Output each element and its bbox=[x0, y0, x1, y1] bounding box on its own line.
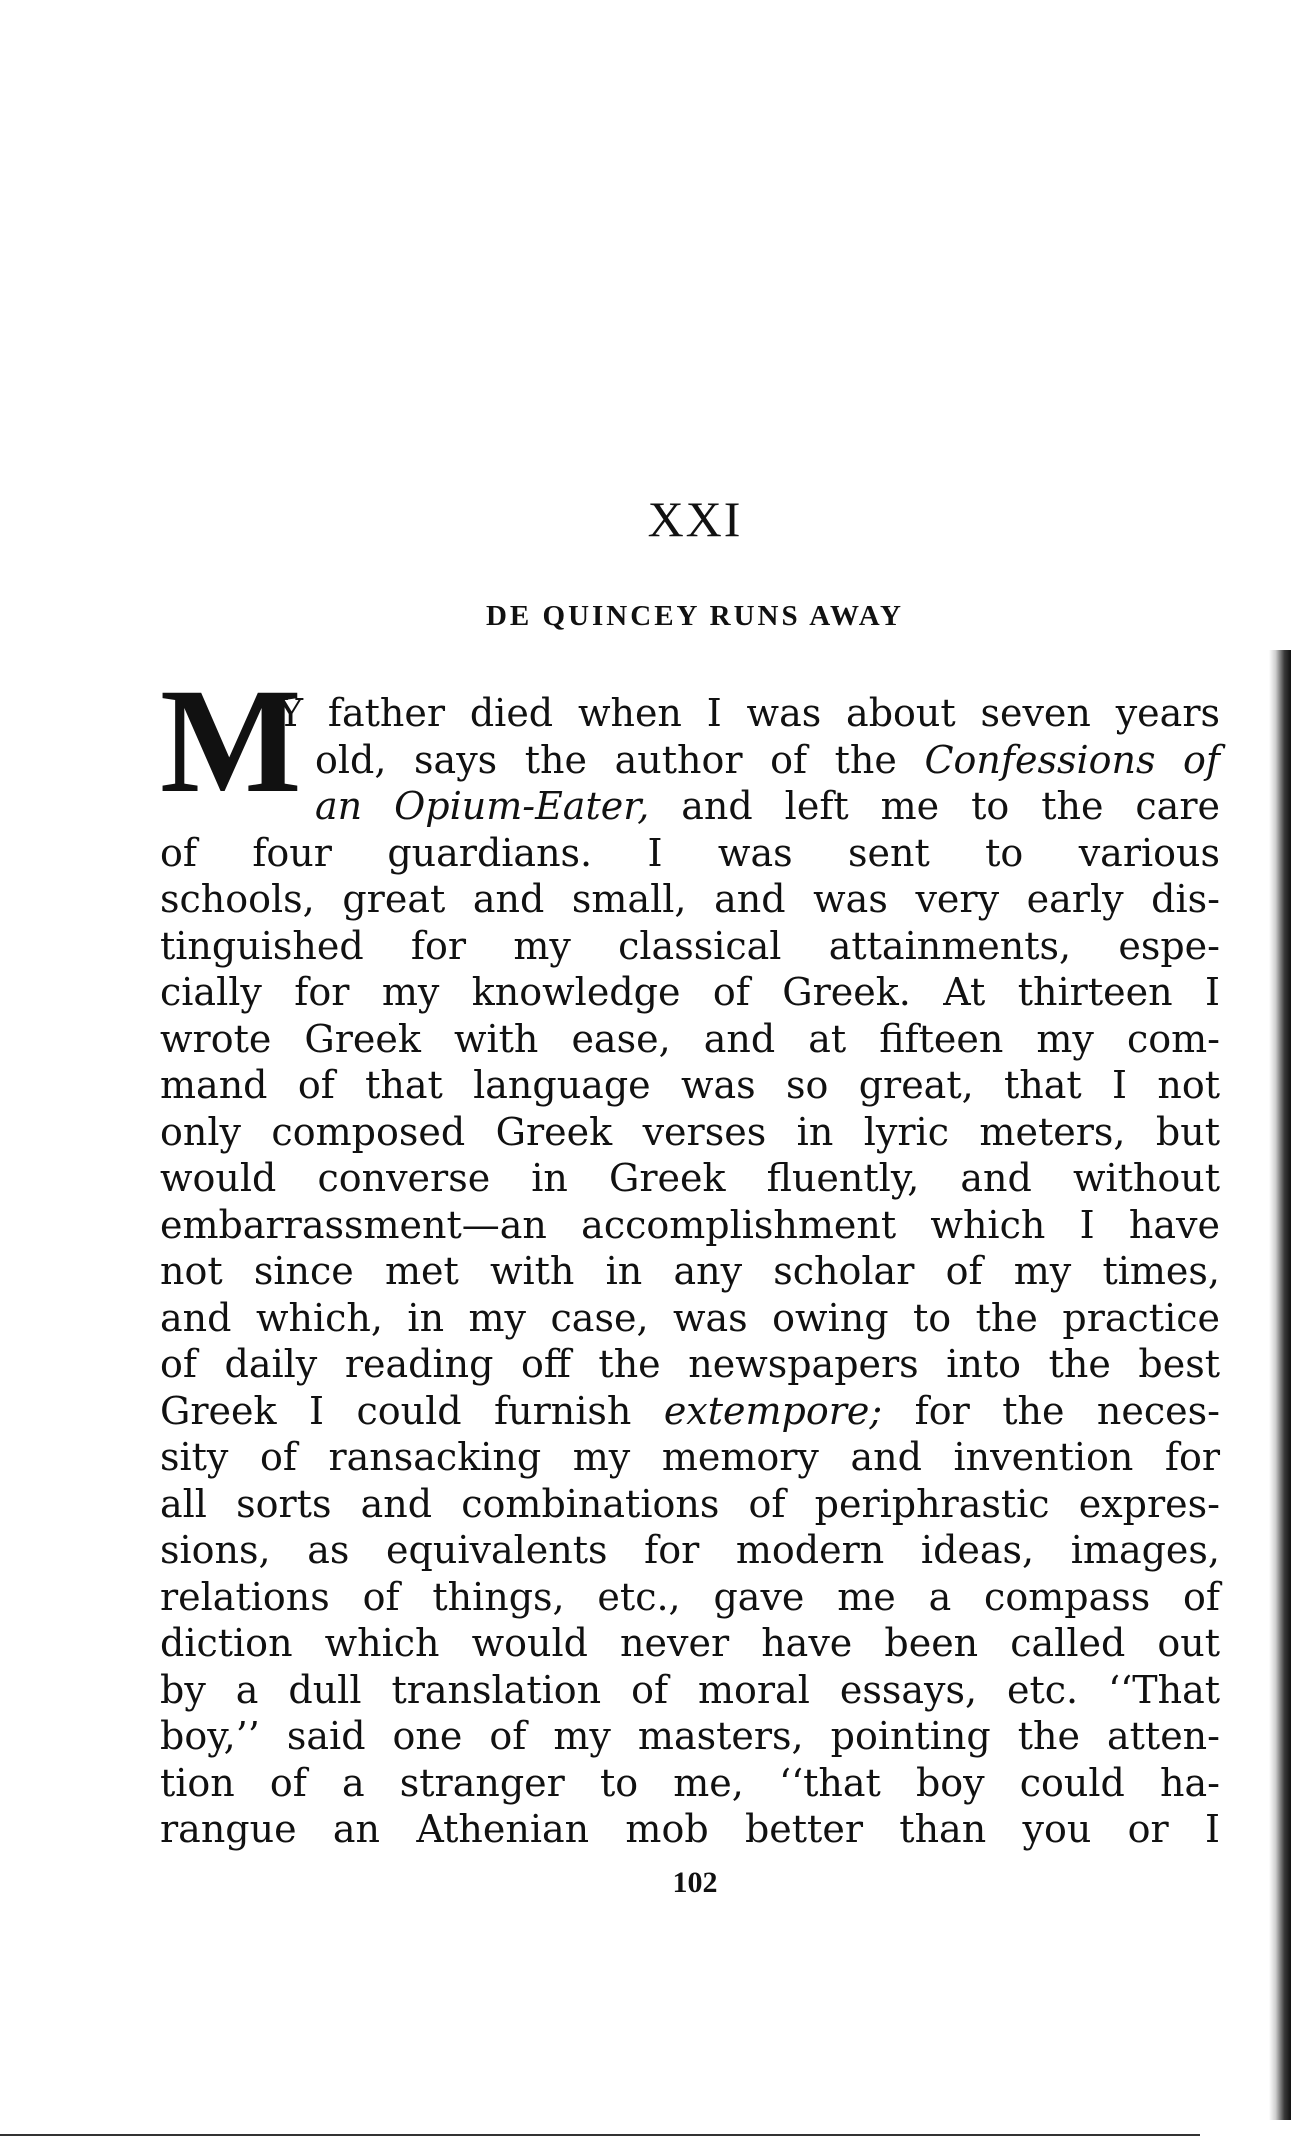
line-text: not since met with in any scholar of my times, bbox=[160, 1249, 1220, 1293]
line-text: Greek I could furnish bbox=[160, 1388, 664, 1433]
text-line bbox=[160, 1062, 1220, 1109]
bottom-rule bbox=[0, 2134, 1200, 2136]
line-text: and which, in my case, was owing to the practice bbox=[160, 1295, 1220, 1340]
line-text: old, says the author of the bbox=[315, 737, 925, 782]
text-line bbox=[160, 1481, 1220, 1528]
text-line bbox=[160, 876, 1220, 923]
text-line bbox=[160, 1202, 1220, 1249]
text-line bbox=[160, 1016, 1220, 1063]
italic-text: extempore; bbox=[663, 1388, 883, 1433]
text-line bbox=[160, 1527, 1220, 1574]
text-line bbox=[160, 1667, 1220, 1714]
line-text: of daily reading off the newspapers into the best bbox=[160, 1342, 1220, 1386]
line-text: tinguished for my classical attainments, espe- bbox=[160, 923, 1220, 968]
line-text: Y father died when I was about seven years bbox=[278, 691, 1220, 735]
page-number: 102 bbox=[672, 1866, 718, 1899]
text-line bbox=[160, 690, 1220, 737]
text-line bbox=[160, 1574, 1220, 1621]
text-line bbox=[160, 1248, 1220, 1295]
text-line bbox=[160, 830, 1220, 877]
text-line bbox=[160, 783, 1220, 830]
page-edge-shadow bbox=[1269, 650, 1291, 2120]
italic-text: an Opium-Eater, bbox=[315, 784, 650, 828]
line-text-tail: for the neces- bbox=[882, 1388, 1220, 1433]
line-text: relations of things, etc., gave me a compass of bbox=[160, 1574, 1220, 1619]
text-line bbox=[160, 1806, 1220, 1853]
line-text: sity of ransacking my memory and invention for bbox=[160, 1435, 1220, 1479]
line-text: embarrassment—an accomplishment which I have bbox=[160, 1202, 1220, 1247]
text-line bbox=[160, 1713, 1220, 1760]
line-text: rangue an Athenian mob better than you or I bbox=[160, 1807, 1220, 1851]
body-text bbox=[160, 690, 1220, 1853]
text-line bbox=[160, 1155, 1220, 1202]
line-text: would converse in Greek fluently, and without bbox=[160, 1156, 1220, 1200]
line-text: only composed Greek verses in lyric meters, but bbox=[160, 1109, 1220, 1154]
chapter-title: DE QUINCEY RUNS AWAY bbox=[485, 600, 904, 632]
text-line bbox=[160, 969, 1220, 1016]
drop-cap: M bbox=[160, 658, 302, 824]
line-text: tion of a stranger to me, ‘‘that boy could ha- bbox=[160, 1760, 1220, 1805]
line-text: diction which would never have been called out bbox=[160, 1621, 1220, 1665]
text-line bbox=[160, 1434, 1220, 1481]
text-line bbox=[160, 923, 1220, 970]
line-text: all sorts and combinations of periphrastic expres- bbox=[160, 1481, 1220, 1526]
text-line bbox=[160, 1109, 1220, 1156]
line-text: and left me to the care bbox=[649, 784, 1220, 828]
text-line bbox=[160, 1388, 1220, 1435]
line-text: mand of that language was so great, that I not bbox=[160, 1063, 1220, 1107]
line-text: cially for my knowledge of Greek. At thirteen I bbox=[160, 970, 1220, 1014]
text-line bbox=[160, 1760, 1220, 1807]
line-text: boy,’’ said one of my masters, pointing the atten- bbox=[160, 1714, 1220, 1758]
line-text: of four guardians. I was sent to various bbox=[160, 830, 1220, 875]
italic-text: Confessions of bbox=[924, 737, 1220, 782]
line-text: wrote Greek with ease, and at fifteen my com- bbox=[160, 1016, 1220, 1061]
text-line bbox=[160, 1295, 1220, 1342]
line-text: by a dull translation of moral essays, etc. ‘‘That bbox=[160, 1667, 1220, 1712]
text-line bbox=[160, 737, 1220, 784]
chapter-number: XXI bbox=[647, 491, 743, 547]
line-text: sions, as equivalents for modern ideas, images, bbox=[160, 1528, 1220, 1572]
text-line bbox=[160, 1620, 1220, 1667]
line-text: schools, great and small, and was very early dis- bbox=[160, 877, 1220, 921]
text-line bbox=[160, 1341, 1220, 1388]
